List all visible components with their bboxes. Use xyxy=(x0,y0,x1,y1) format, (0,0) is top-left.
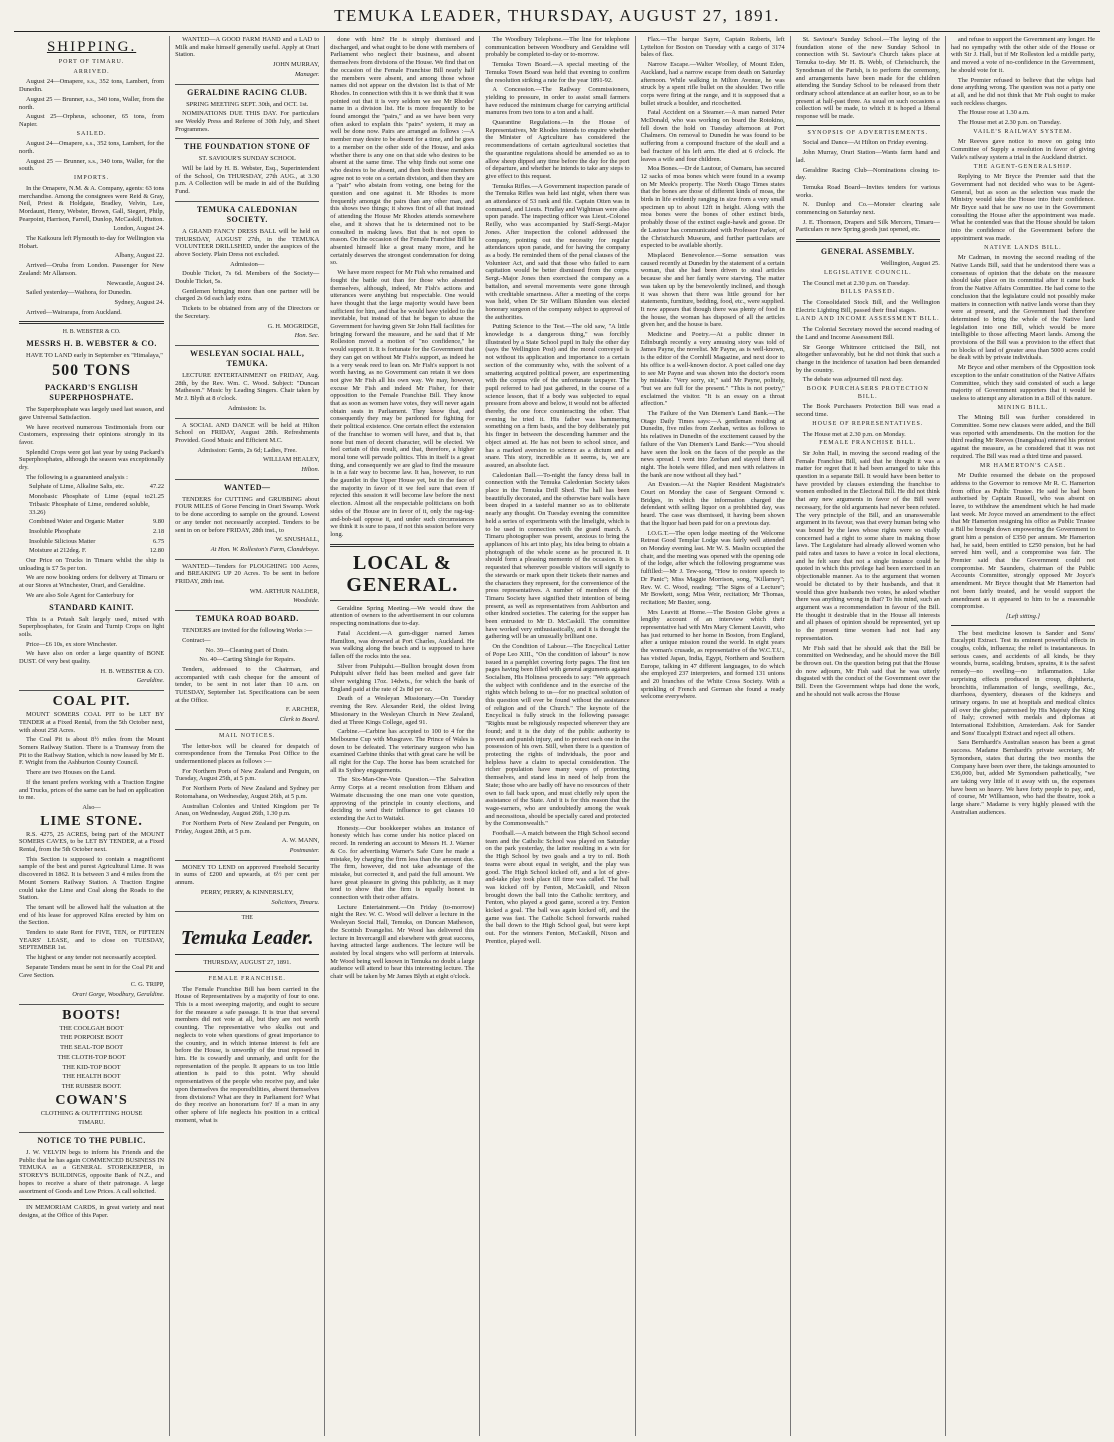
dateline: Albany, August 22. xyxy=(114,252,165,260)
local-item: Silver from Puhipuhi.—Bullion brought down from Puhipuhi silver field has been melted and gave fair silver weighing 17oz. 14dwts., for which the bank of England paid at the rate of 2s 8d per oz. xyxy=(330,662,475,693)
local-general-heading: LOCAL & GENERAL. xyxy=(346,551,459,596)
mail-text: Australian Colonies and United Kingdom per Te Anau, on Wednesday, August 26th, 1.30 p.m. xyxy=(175,802,320,818)
analysis-row xyxy=(19,528,164,536)
local-item: Temuka Rifles.—A Government inspection parade of the Temuka Rifles was held last night, when there was an attendance of 53 rank and file. Captain Otten was in command, and Lieuts. Findlay and Wightman were also upon parade. The inspecting officer was Lieut.-Colonel Reilly, who was accompanied by Staff-Sergt.-Major Jones. After inspection the colonel addressed the company, pointing out the necessity for regular attendances upon parade, and for having the company as a body. He reminded them of the penal clauses of the Volunteer Act, and said that those who failed to earn capitation would be better dismissed from the corps. Sergt.-Major Jones then exercised the company as a battalion, and several movements were gone through with creditable smartness. After a meeting of the corps was held, when Dr Sir William Blunden was elected honorary surgeon of the company subject to approval of the authorities. xyxy=(485,182,630,321)
cowan-place: TIMARU. xyxy=(78,1119,105,1127)
analysis-row xyxy=(19,483,164,491)
wanted-role: Manager. xyxy=(294,70,320,78)
parliament-text: The Mining Bill was further considered in Committee. Some new clauses were added, and the Bill was reported with amendments. On the motion for the third reading Mr Reeves (Inangahua) entered his protest against the measure, as he considered that it was not required. The Bill was read a third time and passed. xyxy=(950,414,1095,460)
imports-heading: IMPORTS. xyxy=(73,175,110,182)
agent-heading: THE AGENT-GENERALSHIP. xyxy=(973,163,1073,170)
analysis-table xyxy=(19,483,164,555)
ploughing-place: Woodside. xyxy=(293,597,320,605)
local-item: Honesty.—Our bookkeeper wishes an instance of honesty which has come under his notice placed on record. In rendering an account to Messrs H. J. Warner & Co. for advertising Warner's Safe Cure he made a mistake, by charging the firm less than the amount due. The firm, however, did not take advantage of the mistake, but corrected it, and paid the full amount. We have great pleasure in giving this publicity, as it may tend to show that the firm is equally honest in connection with their other affairs. xyxy=(330,824,475,902)
mail-heading: MAIL NOTICES. xyxy=(218,732,276,739)
local-item: An Evasion.—At the Napier Resident Magistrate's Court on Monday the case of Sergeant Ormond v. Bridges, in which the information charged the defendant with selling liquor on a prohibited day, was heard. The case was dismissed, it having been shown that the liquor had been paid for on a previous day. xyxy=(640,481,785,527)
mail-text: For Northern Ports of New Zealand and Penguin, on Tuesday, August 25th, at 5 p.m. xyxy=(175,767,320,783)
local-item: The best medicine known is Sander and Sons' Eucalypti Extract. Test its eminent powerful effects in coughs, colds, influenza; the relief is instantaneous. In serious cases, and accidents of all kinds, be they wounds, burns, scalding, bruises, sprains, it is the safest remedy—no swelling—no inflammation. Like surprising effects produced in croup, diphtheria, bronchitis, inflammation of lungs, swellings, &c., diarrhoea, dysentery, diseases of the kidneys and urinary organs. In use at hospitals and medical clinics all over the globe; patronised by His Majesty the King of Italy; crowned with medals and diplomas at International Exhibition, Amsterdam. Ask for Sander and Sons' Eucalypti Extract and reject all others. xyxy=(950,629,1095,737)
road-role: Clerk to Board. xyxy=(279,716,320,724)
column-2 xyxy=(169,36,324,1436)
parliament-text: Mr Reeves gave notice to move on going into Committee of Supply a resolution in favor of giving Vaile's railway system a trial in the Auckland district. xyxy=(950,138,1095,161)
mail-text: The letter-box will be cleared for despatch of correspondence from the Temuka Post Office to the undermentioned places as follows :— xyxy=(175,742,320,765)
social-place: Hilton. xyxy=(301,466,320,474)
lime-text: This Section is supposed to contain a magnificent sample of the best and purest Agricultural Lime. It was discovered in 1862. It is between 3 and 4 miles from the Mount Somers Railway Station. A Traction Engine could take the Lime and Coal along the Roads to the Station. xyxy=(19,855,165,902)
parliament-text: The House met at 2.30 p.m. on Monday. xyxy=(802,430,906,438)
boot-item: THE COOLGAH BOOT xyxy=(59,1024,124,1032)
analysis-row xyxy=(19,518,164,526)
admission-label: Admission— xyxy=(230,260,265,268)
coal-pit-advert xyxy=(19,694,164,1005)
shipping-entry: August 25 — Brunner, s.s., 340 tons, Waller, for the south. xyxy=(19,157,165,173)
caledonian-signature: G. H. MOGRIDGE, xyxy=(267,322,320,330)
parliament-text: The House met at 2.30 p.m. on Tuesday. xyxy=(957,119,1061,127)
road-text: Tenders, addressed to the Chairman, and accompanied with cash cheque for the amount of tender, to be sent in not later than 10 a.m. on TUESDAY, September 1st. Specifications can be seen at the Office. xyxy=(175,665,320,704)
synopsis-heading: SYNOPSIS OF ADVERTISEMENTS. xyxy=(807,129,929,136)
local-item: Medicine and Poetry.—At a public dinner in Edinburgh recently a very amusing story was told of James Payne, the novelist. Mr Payne, as is well-known, is the editor of the Cornhill Magazine, and next door to his office is a well-known doctor. A poet called one day to see Mr Payne and was shown into the doctor's room by mistake. "Very sorry, sir," said Mr Payne, politely, "but we are full for the present." "This is not poetry," exclaimed the visitor. "It is an essay on a throat affection." xyxy=(640,331,785,408)
analysis-value: 12.80 xyxy=(149,547,165,555)
shipping-entry: August 25—Orpheus, schooner, 65 tons, from Napier. xyxy=(19,113,165,128)
webster-product: PACKARD'S ENGLISH SUPERPHOSPHATE. xyxy=(45,383,139,403)
ploughing-advert xyxy=(175,563,319,612)
local-item: Putting Science to the Test.—The old saw, "A little knowledge is a dangerous thing," was forcibly illustrated by a State School pupil in Italy the other day (says the Wellington Post) and the moral conveyed is not without its application and importance to a certain section of the community who, with the solvent of a smattering acquired political power, are experimenting with the corpus vile of the unfortunate taxpayer. The pupil referred to had just gathered, in the course of a science lesson, that if a body was subjected to equal pressure from above and below, it would not be affected thereby, the one force counteracting the other. That evening he tried it. His father was hammering something on a firm basis, and the boy deliberately put his finger in between the descending hammer and the object aimed at. He has not been to school since, and has a marked aversion to science as a dictum and a snare. This story, incredible as it seems, is, we are assured, an absolute fact. xyxy=(485,323,630,469)
local-item: Fatal Accident.—A gum-digger named James Hamilton, was drowned at Port Charles, Auckland. He was walking along the beach and is supposed to have fallen off the rocks into the sea. xyxy=(330,629,475,660)
caledonian-text: Gentlemen bringing more than one partner will be charged 2s 6d each lady extra. xyxy=(175,287,320,303)
masthead-rule xyxy=(14,31,1100,32)
boots-advert xyxy=(19,1008,164,1133)
foundation-sub: ST. SAVIOUR'S SUNDAY SCHOOL xyxy=(198,155,296,163)
column-6 xyxy=(790,36,945,1436)
foundation-advert xyxy=(175,142,319,202)
analysis-row xyxy=(19,547,164,555)
parliament-text: The House rose at 1.30 a.m. xyxy=(957,109,1030,117)
coal-text: MOUNT SOMERS COAL PIT to be LET BY TENDER at a Fixed Rental, from the 5th October next, with about 258 Acres. xyxy=(19,711,165,734)
boot-item: THE RUBBER BOOT. xyxy=(61,1082,122,1090)
analysis-value: 9.80 xyxy=(152,518,165,526)
local-item: Flax.—The barque Sayre, Captain Roberts, left Lyttelton for Boston on Tuesday with a cargo of 3174 bales of flax. xyxy=(640,36,785,59)
synopsis-item: Temuka Road Board—Invites tenders for various works. xyxy=(795,183,940,199)
racing-sub: SPRING MEETING SEPT. 30th, and OCT. 1st. xyxy=(186,100,309,108)
road-board-heading: TEMUKA ROAD BOARD. xyxy=(195,614,299,624)
leader-title: Temuka Leader. xyxy=(180,927,314,950)
synopsis-item: Geraldine Racing Club—Nominations closing to-day. xyxy=(795,166,940,182)
hamerton-heading: MR HAMERTON'S CASE. xyxy=(979,462,1066,469)
local-item: Lecture Entertainment.—On Friday (to-morrow) night the Rev. W. C. Wood will deliver a lecture in the Wesleyan Social Hall, Temuka, on Duncan Matheson, the Scottish Evangelist. Mr Wood has delivered this lecture in Invercargill and elsewhere with great success, having attracted large audiences. The lecture will be assisted by local singers who will perform at intervals. Mr Wood being well known in Temuka no doubt a large audience will attend to hear this interesting lecture. The chair will be taken by Mr James Blyth at eight o'clock. xyxy=(330,903,475,981)
local-item: St. Saviour's Sunday School.—The laying of the foundation stone of the new Sunday School in connection with St. Saviour's Church takes place at Temuka to-day. Mr H. B. Webb, of Christchurch, the Synodsman of the Parish, is to perform the ceremony, and arrangements have been made for the children attending the Sunday School to be released from their ordinary school attendance at an earlier hour, so as to be present at half-past three. As usual on such occasions a collection will be made, to which it is hoped a liberal response will be made. xyxy=(795,36,940,121)
shipping-entry: August 24—Omapere, s.s., 352 tons, Lambert, from Dunedin. xyxy=(19,78,165,94)
webster-text: Price—£6 10s, ex store Winchester. xyxy=(26,640,118,648)
cowan-sub: CLOTHING & OUTFITTING HOUSE xyxy=(40,1109,143,1117)
webster-intro: HAVE TO LAND early in September ex "Himalaya," xyxy=(26,352,163,360)
arrived-heading: ARRIVED. xyxy=(73,68,110,75)
analysis-name: Moisture at 212deg. F. xyxy=(29,547,87,555)
parliament-text: Replying to Mr Bryce the Premier said that the Government had not decided who was to be Agent-General, but as soon as the selection was made the Ministry would take the House into their confidence. Mr Bryce said that he saw no use in the Government consulting the House after the appointment was made. What he contended was that the House should be taken into the confidence of the Government before the appointment was made. xyxy=(950,173,1095,242)
cable-text: Sailed yesterday—Waihora, for Dunedin. xyxy=(26,289,132,297)
social-admission: Admission: Gents, 2s 6d; Ladies, Free. xyxy=(197,446,297,454)
memoriam-text: IN MEMORIAM CARDS, in great variety and neat designs, at the Office of this Paper. xyxy=(19,1204,165,1219)
caledonian-role: Hon. Sec. xyxy=(294,332,320,340)
divider xyxy=(175,971,319,972)
native-bill-heading: NATIVE LANDS BILL. xyxy=(984,244,1062,251)
local-item: Death of a Wesleyan Missionary.—On Tuesday evening the Rev. Alexander Reid, the oldest living Missionary in the Wesleyan Church in New Zealand, died at Three Kings College, aged 91. xyxy=(330,695,475,726)
money-role: Solicitors, Timaru. xyxy=(271,898,320,906)
webster-place: Geraldine. xyxy=(136,677,165,685)
column-1 xyxy=(14,36,169,1436)
caledonian-text: A GRAND FANCY DRESS BALL will be held on THURSDAY, AUGUST 27th, in the TEMUKA VOLUNTEER DRILLSHED, under the auspices of the above Society. Plain Dress not excluded. xyxy=(175,227,320,258)
admission-text: Double Ticket, 7s 6d. Members of the Society—Double Ticket, 5s. xyxy=(175,270,320,286)
boot-item: THE KID-TOP BOOT xyxy=(62,1063,121,1071)
local-item: Temuka Town Board.—A special meeting of the Temuka Town Board was held that evening to confirm the resolution striking a rate for the year 1891-92. xyxy=(485,61,630,84)
ploughing-signature: WM. ARTHUR NALDER, xyxy=(249,587,320,595)
columns xyxy=(14,36,1100,1436)
lime-text: R.S. 4275, 25 ACRES, being part of the MOUNT SOMERS CAVES, to be LET BY TENDER, at a Fixed Rental, from the 5th October next. xyxy=(19,830,165,854)
analysis-value: 47.22 xyxy=(149,483,165,491)
shipping-heading: SHIPPING. xyxy=(46,39,137,55)
analysis-name: Insoluble Phosphate xyxy=(29,527,81,535)
coal-pit-heading: COAL PIT. xyxy=(52,694,131,710)
foundation-heading: THE FOUNDATION STONE OF xyxy=(183,142,311,152)
lime-heading: LIME STONE. xyxy=(40,813,143,829)
local-item: Moa Bones.—Dr de Lautour, of Oamaru, has secured 12 sacks of moa bones which were found in a swamp on Mr Meek's property. The North Otago Times states that the bones are those of different kinds of moas, the birds in life evidently ranging in size from a very small specimen up to about 12ft in height. Along with the moa bones were the bones of other extinct birds, probably those of the extinct eagle-hawk and goose. Dr de Lautour has communicated with Professor Parker, of the Christchurch Museum, and further particulars are expected to be available shortly. xyxy=(640,165,785,250)
editorial-text: The Female Franchise Bill has been carried in the House of Representatives by a majority of four to one. This is a most sweeping majority, and ought to secure for the measure a safe passage. It is true that several members did not vote at all, but they are not worth counting. The representative who skulks out and neglects to vote when questions of great importance to the country, and in which intense interest is felt are before the House, is unworthy of the trust reposed in him. He is cowardly and unmanly, and unfit for the representation of the people. It appears to us too little attention is paid to this point. Why should representatives of the people who receive pay, and take upon themselves the responsibilities, absent themselves from divisions? What are they in Parliament for? What do they receive an honorarium for? If a man in any other sphere of life neglects his position in a critical moment, what is xyxy=(175,985,320,1124)
lime-text: Separate Tenders must be sent in for the Coal Pit and Cave Section. xyxy=(19,963,165,979)
port-heading: PORT OF TIMARU. xyxy=(58,59,125,65)
boots-heading: BOOTS! xyxy=(62,1007,122,1023)
parliament-text: The debate was adjourned till next day. xyxy=(802,376,903,384)
sailed-heading: SAILED. xyxy=(76,130,107,137)
wesleyan-heading: WESLEYAN SOCIAL HALL, TEMUKA. xyxy=(189,348,305,368)
divider xyxy=(330,600,474,601)
kainit-heading: STANDARD KAINIT. xyxy=(49,602,134,612)
social-signature: WILLIAM HEALEY, xyxy=(262,456,320,464)
parliament-text: and refuse to support the Government any longer. He had no sympathy with the other side of the House or with Sir J. Hall, but if Mr Rolleston led a middle party, and moved a vote of no-confidence in the Government, he should vote for it. xyxy=(950,36,1095,74)
leader-date: THURSDAY, AUGUST 27, 1891. xyxy=(203,959,291,967)
bills-heading: BILLS PASSED. xyxy=(840,289,895,296)
road-contract-item: No. 40—Carting Shingle for Repairs. xyxy=(199,656,296,664)
parliament-text: The Premier refused to believe that the whips had done anything wrong. The question was not a party one at all, and he did not think that Mr Fish ought to make such reckless charges. xyxy=(950,76,1095,107)
assembly-heading: GENERAL ASSEMBLY. xyxy=(820,247,915,257)
parliament-text: Mr Bryce and other members of the Opposition took exception to the unfair constitution of the Native Affairs Committee, which they said consisted of such a large majority of Government supporters that it would be useless to attempt any alteration in a Bill of this nature. xyxy=(950,364,1095,402)
gorse-place: At Hon. W. Rolleston's Farm, Clandeboye. xyxy=(210,545,320,553)
local-item: The Six-Man-One-Vote Question.—The Salvation Army Corps at a recent resolution from Eltham and Waimate discussing the one man one vote question, approving of the principle in county elections, and deciding to send their influence to get clauses 10 extending the Act to Waitaki. xyxy=(330,776,475,822)
parliament-text: The Consolidated Stock Bill, and the Wellington Electric Lighting Bill, passed their final stages. xyxy=(795,298,940,314)
analysis-value: 6.75 xyxy=(152,537,165,545)
wanted-signature: JOHN MURRAY, xyxy=(273,61,320,69)
column-7 xyxy=(945,36,1100,1436)
tripp-signature: C. G. TRIPP, xyxy=(130,981,165,989)
webster-text: We are also Sole Agent for Canterbury for xyxy=(26,591,134,599)
dateline: London, August 24. xyxy=(113,225,165,233)
ploughing-text: WANTED—Tenders for PLOUGHING 100 Acres, and BREAKING UP 20 Acres. To be sent in before FRIDAY, 28th inst. xyxy=(175,562,320,586)
synopsis-item: J. E. Thomson, Drapers and Silk Mercers, Timaru—Particulars re new Spring goods just opened, etc. xyxy=(795,218,940,234)
also-label: Also— xyxy=(82,803,101,811)
land-bill-heading: LAND AND INCOME ASSESSMENT BILL. xyxy=(795,316,940,323)
boot-item: THE CLOTH-TOP BOOT xyxy=(57,1053,126,1061)
wanted-heading: WANTED— xyxy=(223,482,271,492)
local-item: Football.—A match between the High School second team and the Catholic School was played on Saturday on the park yesterday, the latter resulting in a win for the High School by two goals and a try to nil. Both teams were about equal in weight, and the play was good. The High School kicked off, and a lot of give-and-take play took place till time was called. The ball was kicked off by Fenton, McCaskill, and Nixon brought down the ball into the Catholic territory, and Fenton, who played a good game, scored a try. Fenton kicked a goal. The ball was again kicked off, and the game was fast. The Catholic School forwards rushed the ball down to the High School goal, but were kept out. For the winners Fenton, McCaskill, Nixon and Prentice, played well. xyxy=(485,830,630,945)
cowan-heading: COWAN'S xyxy=(55,1092,128,1108)
local-item: The Woodbury Telephone.—The line for telephone communication between Woodbury and Geraldine will probably be completed to-day or to-morrow. xyxy=(485,36,630,59)
wesleyan-text: LECTURE ENTERTAINMENT on FRIDAY, Aug. 28th, by the Rev. Wm. C. Wood. Subject: "Duncan Matheson." Music by Leading Singers. Chair taken by Mr J. Blyth at 8 o'clock. xyxy=(175,371,320,403)
imports-text: In the Omapere, N.M. & A. Company, agents: 63 tons merchandise. Among the consignees were Reid & Gray, Neil, Priest & Holdgate, Bradley, Velvin, Lee, Mordaunt, Henry, Webster, Brown, Gall, Siegert, Philp, Pearpoint, Harrison, Farrell, Dunlop, McCaskill, Hutton. xyxy=(19,184,165,223)
local-item: Quarantine Regulations.—In the House of Representatives, Mr Rhodes intends to enquire whether the Minister of Agriculture has considered the recommendations of certain agricultural societies that the quarantine regulations should be amended so as to allow sheep dipped any time before the day for the port of departure, and whether he intends to take any steps to give effect to this request. xyxy=(485,119,630,180)
mail-text: For Northern Ports of New Zealand per Penguin, on Friday, August 28th, at 5 p.m. xyxy=(175,819,320,835)
analysis-row xyxy=(19,493,164,516)
parliament-text: Mr Duthie resumed the debate on the proposed address to the Governor to remove Mr R. C. Hamerton from office as Public Trustee. He said he had been authorised by Captain Russell, who was absent on leave, to withdraw the amendment which he had made last week. Mr Joyce moved an amendment to the effect that Mr Hamerton resigning his office as Public Trustee a Bill be brought down empowering the Government to grant him a pension of £350 per annum. Mr Hamerton had, he said, been entitled to £250 pension, but he had served him well, and a compromise was fair. The Premier said that the Government could not compromise. Mr Saunders, chairman of the Public Accounts Committee, strongly opposed Mr Joyce's amendment. Mr Bryce thought that Mr Hamerton had not been fairly treated, and he would support the amendment as it appeared to him to be a reasonable compromise. xyxy=(950,472,1095,611)
racing-heading: GERALDINE RACING CLUB. xyxy=(187,87,308,97)
female-bill-heading: FEMALE FRANCHISE BILL. xyxy=(819,440,917,447)
road-text: TENDERS are invited for the following Works :— xyxy=(182,627,313,635)
divider xyxy=(796,239,940,242)
webster-line: H. B. WEBSTER & CO. xyxy=(62,329,121,336)
gorse-advert xyxy=(175,483,319,560)
money-firm: PERRY, PERRY, & KINNERSLEY, xyxy=(200,888,294,896)
webster-text: The Superphosphate was largely used last season, and gave Universal Satisfaction. xyxy=(19,406,165,421)
social-text: A SOCIAL AND DANCE will be held at Hilton School on FRIDAY, August 28th. Refreshments Provided. Good Music and Efficient M.C. xyxy=(175,421,320,444)
parliament-text: Sir John Hall, in moving the second reading of the Female Franchise Bill, said that he thought it was a matter for regret that it had been arranged to take this question in a separate Bill. It would have been better to have provided by clauses extending the franchise to women embodied in the Electoral Bill. He did not think that any new arguments in favor of the Bill were necessary, for the old arguments had never been refuted. The very principle of the Bill, and an unanswerable argument in its favour, was that every human being who was bound by the laws whose rights were so vitally concerned had a right to some share in making those laws. The Legislature had already allowed women who paid rates and taxes to have a voice in local elections, and he felt sure that not a single instance could be quoted in which this privilege had been exercised in an objectionable manner. As to the argument that women would be dictated to by their husbands, and that it would thus give husbands two votes, he asked whether there was anything wrong in that? To his mind, such an argument was a recommendation in favour of the Bill. He thought it desirable that in the House all interests and all phases of opinion should be represented, yet up to the present time women had not had any representation. xyxy=(795,449,940,642)
parliament-text: The Book Purchasers Protection Bill was read a second time. xyxy=(795,403,940,419)
shipping-entry: August 25 — Brunner, s.s., 340 tons, Waller, from the north. xyxy=(19,95,165,111)
divider xyxy=(796,125,940,126)
vaile-heading: VAILE'S RAILWAY SYSTEM. xyxy=(973,128,1073,135)
notice-heading: NOTICE TO THE PUBLIC. xyxy=(37,1136,146,1146)
racing-advert xyxy=(175,88,319,140)
money-advert xyxy=(175,864,319,913)
book-bill-heading: BOOK PURCHASERS PROTECTION BILL. xyxy=(806,386,929,400)
road-contract-label: Contract— xyxy=(182,636,211,644)
mining-bill-heading: MINING BILL. xyxy=(997,404,1049,411)
column-4 xyxy=(479,36,634,1436)
local-item: Misplaced Benevolence.—Some sensation was caused recently at Dunedin by the statement of a certain woman, that she had been driven to steal articles because she and her family were starving. The matter was taken up by the benevolently inclined, and though it was shown that there was little ground for her statements, furniture, bedding, food, etc., were supplied. It now appears that though there was plenty of food in the house, the woman has disposed of all the articles given her, and the house is bare. xyxy=(640,251,785,329)
parliament-text: Mr Cadman, in moving the second reading of the Native Lands Bill, said that he understood there was a consensus of opinion that the debate on the measure should take place on its committal after it came back from the Native Affairs Committee. He had come to the conclusion that the legislature could not possibly make matters in connection with native lands worse than they were at present, and the Government had therefore determined to bring the whole of the Native land legislation into one Bill, which would be more intelligible to those affecting Maori lands. Among the provisions of the Bill was a provision to the effect that no blocks of land of greater area than 5000 acres could be dealt with by private individuals. xyxy=(950,254,1095,362)
analysis-name: Sulphate of Lime, Alkaline Salts, etc. xyxy=(29,483,125,491)
webster-text: Our Price on Trucks in Timaru whilst the ship is unloading is £7 5s per ton. xyxy=(19,557,165,572)
webster-tons: 500 TONS xyxy=(52,362,132,380)
caledonian-heading: TEMUKA CALEDONIAN SOCIETY. xyxy=(196,204,298,224)
dateline: Wellington, August 25. xyxy=(880,260,940,268)
mail-notices xyxy=(175,733,319,861)
analysis-name: Insoluble Silicious Matter xyxy=(29,537,96,545)
lime-text: The highest or any tender not necessarily accepted. xyxy=(26,954,157,962)
local-item: Geraldine Spring Meeting.—We would draw the attention of owners to the advertisement in our columns respecting nominations due to-day. xyxy=(330,604,475,628)
franchise-heading: FEMALE FRANCHISE. xyxy=(208,975,286,982)
mail-role: Postmaster. xyxy=(289,847,320,855)
tripp-place: Orari Gorge, Woodbury, Geraldine. xyxy=(72,990,165,998)
analysis-value: 21.25 xyxy=(149,493,165,501)
boot-item: THE HEALTH BOOT xyxy=(62,1073,121,1081)
editorial-text: done with him? He is simply dismissed and discharged, and what ought to be done with members of Parliament who neglect their business, and absent themselves from divisions of the House. We find that on the occasion of the Female Franchise Bill nearly half the members were absent, and among those whose names did not appear on the division list is that of Mr Rhodes. In connection with this it is we think that it was pointed out that it is very seldom we see Mr Rhodes' name in a division list. He is more frequently to be found amongst the "pairs," and as we have been very often asked to explain this "pairs" system, it may as well be done now. Pairs are arranged as follows :—A member may desire to be absent for a time, and he goes to a member on the other side of the House, and asks whether there is any one on that side who desires to be absent at the same time. The whip finds out some one who desires to be absent, and then both these members agree not to vote on a certain division, and then they are a "pair" who abstain from voting, one being for the question and one against it. Mr Rhodes is more frequently amongst the pairs than any other man, and this shows two things; it shows first of all that instead of attending the House Mr Rhodes attends somewhere else, and it shows that he is determined not to be consulted in making laws. But that is not open to reason. On the occasion of the Female Franchise Bill he absented himself like a great many more, and he certainly deserves the strongest condemnation for doing so. xyxy=(330,36,475,267)
webster-text: This is a Potash Salt largely used, mixed with Superphosphates, for Grain and Turnip Crops on light soils. xyxy=(19,615,165,638)
leader-the: THE xyxy=(241,915,253,922)
caledonian-text: Tickets to be obtained from any of the Directors or the Secretary. xyxy=(175,305,320,320)
local-item: Sara Bernhardt's Australian season has been a great success. Madame Bernhardt's private secretary, Mr Symondsen, states that during the two months the Company have been over there, the takings amounted to £36,000, but, added Mr Symondsen pathetically, "we are taking very little of it away with us, the expenses have been so heavy. We have forty people to pay, and, of course, Mr Williamson, who had the theatre, took a large share." Madame is very highly pleased with the Australian audiences. xyxy=(950,739,1095,816)
local-item: Fatal Accident on a Steamer.—A man named Peter McDonald, who was working on board the Rotokino, fell down the hold on Tuesday afternoon at Port Chalmers. On removal to Dunedin he was found to be suffering from a compound fracture of the skull and a bad fracture of his left arm. He died at 6 o'clock. He leaves a wife and four children. xyxy=(640,109,785,163)
dateline: Newcastle, August 24. xyxy=(106,279,165,287)
cable-text: Arrived—Oruba from London. Passenger for New Zealand: Mr Allanson. xyxy=(19,262,165,277)
mail-text: For Northern Ports of New Zealand and Sydney per Rotomahana, on Wednesday, August 26th, at 5 p.m. xyxy=(175,785,320,800)
webster-advert xyxy=(19,329,164,691)
parliament-text: The Colonial Secretary moved the second reading of the Land and Income Assessment Bill. xyxy=(795,326,940,341)
local-item: On the Condition of Labour.—The Encyclical Letter of Pope Leo XIII., "On the condition of labour" is now issued in a pamphlet covering forty pages. The first ten pages having been filled with general arguments against Socialism, His Holiness proceeds to say: "We approach the subject with confidence and in the exercise of the rights which belong to us—for no practical solution of this question will ever be found without the assistance of religion and of the Church." The keynote of the Encyclical is fully struck in the following passage: "Rights must be religiously respected wherever they are found; and it is the duty of the public authority to prevent and punish injury, and to protect each one in the possession of his own. Still, when there is a question of protecting the rights of individuals, the poor and helpless have a claim to special consideration. The richer population have many ways of protecting themselves, and stand less in need of help from the State; those who are badly off have no resources of their own to fall back upon, and must chiefly rely upon the assistance of the State. And it is for this reason that the wage-earners, who are undoubtedly among the weak and necessitous, should be specially cared and protected by the Commonwealth." xyxy=(485,643,630,828)
webster-text: We have received numerous Testimonials from our Customers, expressing their opinions strongly in its favor. xyxy=(19,423,165,446)
local-item: Narrow Escape.—Walter Woolley, of Mount Eden, Auckland, had a narrow escape from death on Saturday afternoon. While walking in Milton Avenue, he was struck by a spent rifle bullet on the shoulder. Two rifle corps were firing at the range, and it is supposed that a bullet struck a boulder, and ricochetted. xyxy=(640,61,785,107)
lime-text: Tenders to state Rent for FIVE, TEN, or FIFTEEN YEARS' LEASE, and to close on TUESDAY, SEPTEMBER 1st. xyxy=(19,929,165,952)
synopsis-item: Social and Dance—At Hilton on Friday evening. xyxy=(802,139,928,147)
dateline: Sydney, August 24. xyxy=(114,298,165,306)
analysis-value: 2.18 xyxy=(152,527,165,535)
council-heading: LEGISLATIVE COUNCIL. xyxy=(823,269,912,276)
cable-text: The Kaikoura left Plymouth to-day for Wellington via Hobart. xyxy=(19,235,165,250)
money-text: MONEY TO LEND on approved Freehold Security in sums of £200 and upwards, at 6½ per cent per annum. xyxy=(175,863,320,887)
webster-text: The following is a guaranteed analysis : xyxy=(26,473,128,481)
lime-text: The tenant will be allowed half the valuation at the end of his lease for approved Kilns erected by him on the Section. xyxy=(19,903,165,927)
local-item: Mrs Leavitt at Home.—The Boston Globe gives a lengthy account of an interview which their representative had with Mrs Mary Clement Leavitt, who has just returned to her home in Boston, from England, after a unique mission round the world. In eight years the woman's crusade, as representative of the W.C.T.U., has visited Japan, India, Egypt, Northern and Southern Europe, talking in 47 different languages, to do which she employed 237 interpreters, and formed 131 unions and 20 branches of the White Cross Society. With a sprinkling of French and German she found a ready welcome everywhere. xyxy=(640,608,785,701)
analysis-name: Monobasic Phosphate of Lime (equal to Tribasic Phosphate of Lime, rendered soluble, 33.26) xyxy=(29,493,150,516)
webster-signature: H. B. WEBSTER & CO. xyxy=(100,667,165,675)
divider xyxy=(175,954,319,955)
local-item: The Failure of the Van Diemen's Land Bank.—The Otago Daily Times says:—A gentleman residing at Dunedin, five miles from Zeehan, writes as follows to his relatives in Dunedin of the excitement caused by the failure of the Van Diemen's Land Bank:—"You should have seen the look on the faces of the people as the news spread. I went into Zeehan and stayed there all night. The hotels were filled, and men with relatives in the bank are now without all they had." xyxy=(640,410,785,479)
coal-text: The Coal Pit is about 8½ miles from the Mount Somers Railway Station. There is a Tramway from the Pit to the Railway Station, which is now leased by Mr E. F. Wright from the Ashburton County Council. xyxy=(19,736,165,767)
parliament-text: The Council met at 2.30 p.m. on Tuesday. xyxy=(802,279,910,287)
cable-text: Arrived—Wairarapa, from Auckland. xyxy=(26,308,122,316)
divider xyxy=(330,544,474,547)
wanted-text: WANTED—A GOOD FARM HAND and a LAD to Milk and make himself generally useful. Apply at Orari Station. xyxy=(175,36,320,59)
synopsis-item: N. Dunlop and Co.—Monster clearing sale commencing on Saturday next. xyxy=(795,201,940,217)
local-item: Caledonian Ball.—To-night the fancy dress ball in connection with the Temuka Caledonian Society takes place in the Temuka Drill Shed. The hall has been beautifully decorated, and the otherwise bare walls have been draped in a tasteful manner so as to obliterate nearly any thought. On Tuesday evening the committee held a series of experiments with the limelight, which is to be used in connection with the grand march. A Timaru photographer was present, anxious to bring the appliances of his art into play, his idea being to obtain a photograph of the whole scene as he procured it. It should form a pleasing memento of the occasion. It is requested that wherever possible visitors will signify to the stewards or mark upon their tickets their names and the characters they represent, for the convenience of the press representatives. A number of members of the Timaru Society have signified their intention of being present, as well as representatives from Ashburton and other kindred societies. The catering for the supper has been entrusted to Mr D. McCaskill. The committee have worked very enthusiastically, and it is thought the gathering will be an unusually brilliant one. xyxy=(485,471,630,641)
parliament-text: Sir George Whitmore criticised the Bill, not altogether unfavorably, but he did not think that such a change in the incidence of taxation had been demanded by the country. xyxy=(795,343,940,374)
divider xyxy=(19,1199,164,1200)
left-sitting: [Left sitting.] xyxy=(1005,612,1040,620)
local-item: I.O.G.T.—The open lodge meeting of the Welcome Retreat Good Templar Lodge was fairly well attended on Monday evening last. Mr W. S. Maslin occupied the chair, and the meeting was opened with the opening ode of the lodge, after which the following programme was fulfilled:—Mr J. Tew-song, "How to restore speech to Dr Panic"; Miss Maggie Morrison, song, "Killarney"; Rev. W. C. Wood, reading; "The Signs of a Lecture"; Mr Bowkett, song; Miss Weir, recitation; Mr Thomas, recitation; Mr Baxter, song. xyxy=(640,529,785,606)
editorial-text: We have more respect for Mr Fish who remained and fought the battle out than for those who absented themselves, although, indeed, Mr Fish's actions and utterances were anything but respectable. One would have thought that the large majority would have been sufficient for him, and that he would have yielded to the inevitable, but instead of that he began to abuse the Government for having given Sir John Hall facilities for bringing forward the measure, and he said that if Mr Rolleston moved a motion of "no confidence," he would support it. It is fortunate for the Government that they can get on without Mr Fish's support, as indeed he is a very weak reed to lean on. Mr Fish's support is not worth having, as no Government can retain it we does not give Mr Fish all his own way. We may, however, excuse Mr Fish and indeed Mr Fisher, for their opposition to the Female Franchise Bill. They know that as soon as women have votes, they will never again obtain seats in Parliament. They know that, and consequently they may be pardoned for fighting for their political existence. One certain effect the extension of the franchise to women will have, and that is, that none but men of decent character, will be elected. We feel certain of this result, and that, therefore, a higher moral tone will pervade politics. This in itself is a great thing, and consequently we are glad to find the measure is in a fair way to become law. It has, however, to run the gauntlet in the Upper House yet, but in the face of the majority in favor of it we feel sure that even if rejected this session it will become law before the next election. Almost all the respectable politicians on both sides of the House are in favor of it, only the rag-tag-and-bob-tail oppose it, and under such circumstances we think it is sure to pass, if not this session before very long. xyxy=(330,269,475,538)
analysis-row xyxy=(19,538,164,546)
masthead: TEMUKA LEADER, THURSDAY, AUGUST 27, 1891. xyxy=(334,6,780,25)
coal-text: If the tenant prefers working with a Traction Engine and Trucks, prices of the same can be had on application to me. xyxy=(19,778,165,802)
shipping-entry: August 24—Omapere, s.s., 352 tons, Lambert, for the north. xyxy=(19,140,165,156)
coal-text: There are two Houses on the Land. xyxy=(26,769,116,777)
local-item: Carbine.—Carbine has accepted to 100 to 4 for the Melbourne Cup with Musgrave. The Prince of Wales is down to be defeated. The veterinary surgeon who has examined Carbine thinks that with great care he will be all right for the Cup. The horse has been scratched for all its Sydney engagements. xyxy=(330,728,475,774)
divider xyxy=(951,625,1095,626)
mail-signature: A. W. MANN, xyxy=(281,837,320,845)
webster-text: Splendid Crops were got last year by using Packard's Superphosphates, although the season was exceptionally dry. xyxy=(19,448,165,472)
parliament-text: Mr Fish said that he should ask that the Bill be committed on Wednesday, and he should move the Bill be thrown out. On the question being put that the House do now adjourn, Mr Fish said that he was utterly disgusted with the conduct of the Government over the Bill. Even the Government whips had done the work, and he should not walk across the House xyxy=(795,644,940,698)
boot-item: THE PORPOISE BOOT xyxy=(59,1034,124,1042)
wesleyan-admission: Admission: 1s. xyxy=(228,404,267,412)
velvin-text: J. W. VELVIN begs to inform his Friends and the Public that he has again COMMENCED BUSINESS IN TEMUKA as a GENERAL STOREKEEPER, in STOREY'S BUILDINGS, opposite Bank of N.Z., and hopes to receive a share of their patronage. A large assortment of Goods and Low Prices. A call solicited. xyxy=(19,1149,165,1195)
synopsis-item: John Murray, Orari Station—Wants farm hand and lad. xyxy=(795,149,940,164)
caledonian-advert xyxy=(175,205,319,346)
road-board-advert xyxy=(175,614,319,730)
wanted-advert xyxy=(175,36,319,85)
webster-text: We have also on order a large quantity of BONE DUST. Of very best quality. xyxy=(19,650,165,666)
divider xyxy=(19,321,164,324)
boot-item: THE SEAL-TOP BOOT xyxy=(60,1044,123,1052)
analysis-name: Combined Water and Organic Matter xyxy=(29,518,124,526)
social-advert xyxy=(175,422,319,480)
column-5 xyxy=(635,36,790,1436)
gorse-text: TENDERS for CUTTING and GRUBBING about FOUR MILES of Gorse Fencing in Orari Swamp. Work to be done according to sample on the ground. Lowest or any tender not necessarily accepted. Tenders to be sent in on or before FRIDAY, 28th inst., to xyxy=(175,495,320,534)
foundation-text: Will be laid by H. B. Webster, Esq., Superintendent of the School, On THURSDAY, 27th AUG., at 3.30 p.m. A Collection will be made in aid of the Building Fund. xyxy=(175,165,320,196)
racing-text: NOMINATIONS DUE THIS DAY. For particulars see Weekly Press and Referee of 30th July, and Sheet Programmes. xyxy=(175,110,320,133)
gorse-signature: W. SNUSHALL, xyxy=(275,536,320,544)
local-item: A Concession.—The Railway Commissioners, yielding to pressure, in order to assist small farmers have reduced the minimum charge for carrying artificial manures from two tons to a ton and a half. xyxy=(485,86,630,117)
wesleyan-advert xyxy=(175,349,319,419)
webster-text: We are now booking orders for delivery at Timaru or at our Stores at Winchester, Orari, and Geraldine. xyxy=(19,574,165,590)
house-heading: HOUSE OF REPRESENTATIVES. xyxy=(812,420,924,427)
webster-title: MESSRS H. B. WEBSTER & CO. xyxy=(26,339,157,349)
road-signature: F. ARCHER, xyxy=(285,706,320,714)
column-3 xyxy=(324,36,479,1436)
road-contract-item: No. 39—Cleaning part of Drain. xyxy=(205,646,289,654)
